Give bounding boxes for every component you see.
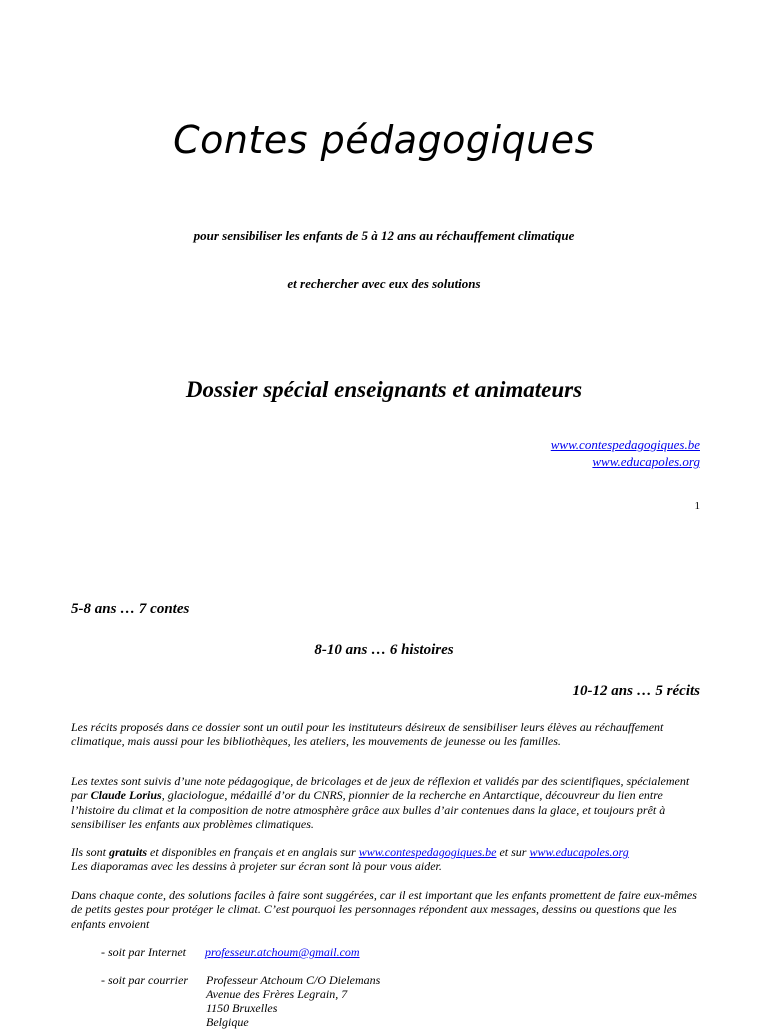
address-line-3: 1150 Bruxelles bbox=[206, 1001, 278, 1015]
subtitle-line-1: pour sensibiliser les enfants de 5 à 12 ans au réchauffement climatique bbox=[193, 228, 575, 243]
availability-text-1: Ils sont bbox=[71, 845, 110, 859]
inline-link-contes[interactable]: www.contespedagogiques.be bbox=[358, 845, 497, 859]
contact-address bbox=[206, 973, 380, 1029]
page-number: 1 bbox=[694, 500, 700, 512]
address-line-1: Professeur Atchoum C/O Dielemans bbox=[206, 973, 381, 987]
website-link-2[interactable] bbox=[592, 454, 700, 470]
scientist-name: Claude Lorius bbox=[90, 788, 162, 803]
age-group-8-10: 8-10 ans … 6 histoires bbox=[314, 642, 454, 658]
paragraph-intro: Les récits proposés dans ce dossier sont un outil pour les instituteurs désireux de sensibiliser leurs élèves au réchauffement climatique, mais aussi pour les bibliothèques, les ateliers, les mouvements de jeunesse ou les familles. bbox=[71, 720, 664, 749]
website-link-1[interactable] bbox=[551, 437, 700, 453]
paragraph-validation-text-1: Les textes sont suivis d’une note pédagogique, de bricolages et de jeux de réflexion et validés par des scientifiques, spécialement par bbox=[71, 774, 690, 803]
paragraph-validation bbox=[71, 774, 701, 831]
free-label: gratuits bbox=[109, 845, 148, 859]
address-line-2: Avenue des Frères Legrain, 7 bbox=[206, 987, 348, 1001]
paragraph-validation-text-2: , glaciologue, médaillé d’or du CNRS, pionnier de la recherche en Antarctique, découvreur du lien entre l’histoire du climat et la composition de notre atmosphère grâce aux bulles d’air contenues dans la glace, et toujours prêt à sensibiliser les enfants aux problèmes climatiques. bbox=[71, 788, 666, 831]
website-link-2-text[interactable]: www.educapoles.org bbox=[592, 454, 700, 469]
subtitle-line-2: et rechercher avec eux des solutions bbox=[287, 276, 481, 291]
paragraph-solutions: Dans chaque conte, des solutions faciles à faire sont suggérées, car il est important que les enfants promettent de faire eux-mêmes de petits gestes pour protéger le climat. C’est pourquoi les personnages répondent aux messages, dessins ou questions que les enfants envoient bbox=[71, 888, 697, 931]
contact-internet-label: - soit par Internet bbox=[101, 945, 186, 959]
website-link-1-text[interactable]: www.contespedagogiques.be bbox=[550, 437, 700, 452]
contact-mail-label: - soit par courrier bbox=[101, 973, 188, 987]
age-group-5-8: 5-8 ans … 7 contes bbox=[71, 601, 190, 617]
contact-email[interactable] bbox=[205, 945, 360, 959]
document-title: Contes pédagogiques bbox=[173, 118, 595, 162]
inline-link-educapoles[interactable]: www.educapoles.org bbox=[529, 845, 629, 859]
address-line-4: Belgique bbox=[206, 1015, 249, 1029]
contact-email-link[interactable]: professeur.atchoum@gmail.com bbox=[205, 945, 360, 959]
slideshow-note: Les diaporamas avec les dessins à projeter sur écran sont là pour vous aider. bbox=[71, 859, 442, 874]
availability-text-2: et disponibles en français et en anglais sur bbox=[147, 845, 359, 859]
availability-text-3: et sur bbox=[496, 845, 530, 859]
age-group-10-12: 10-12 ans … 5 récits bbox=[572, 683, 700, 699]
section-title: Dossier spécial enseignants et animateurs bbox=[185, 377, 583, 402]
paragraph-availability bbox=[71, 845, 701, 874]
